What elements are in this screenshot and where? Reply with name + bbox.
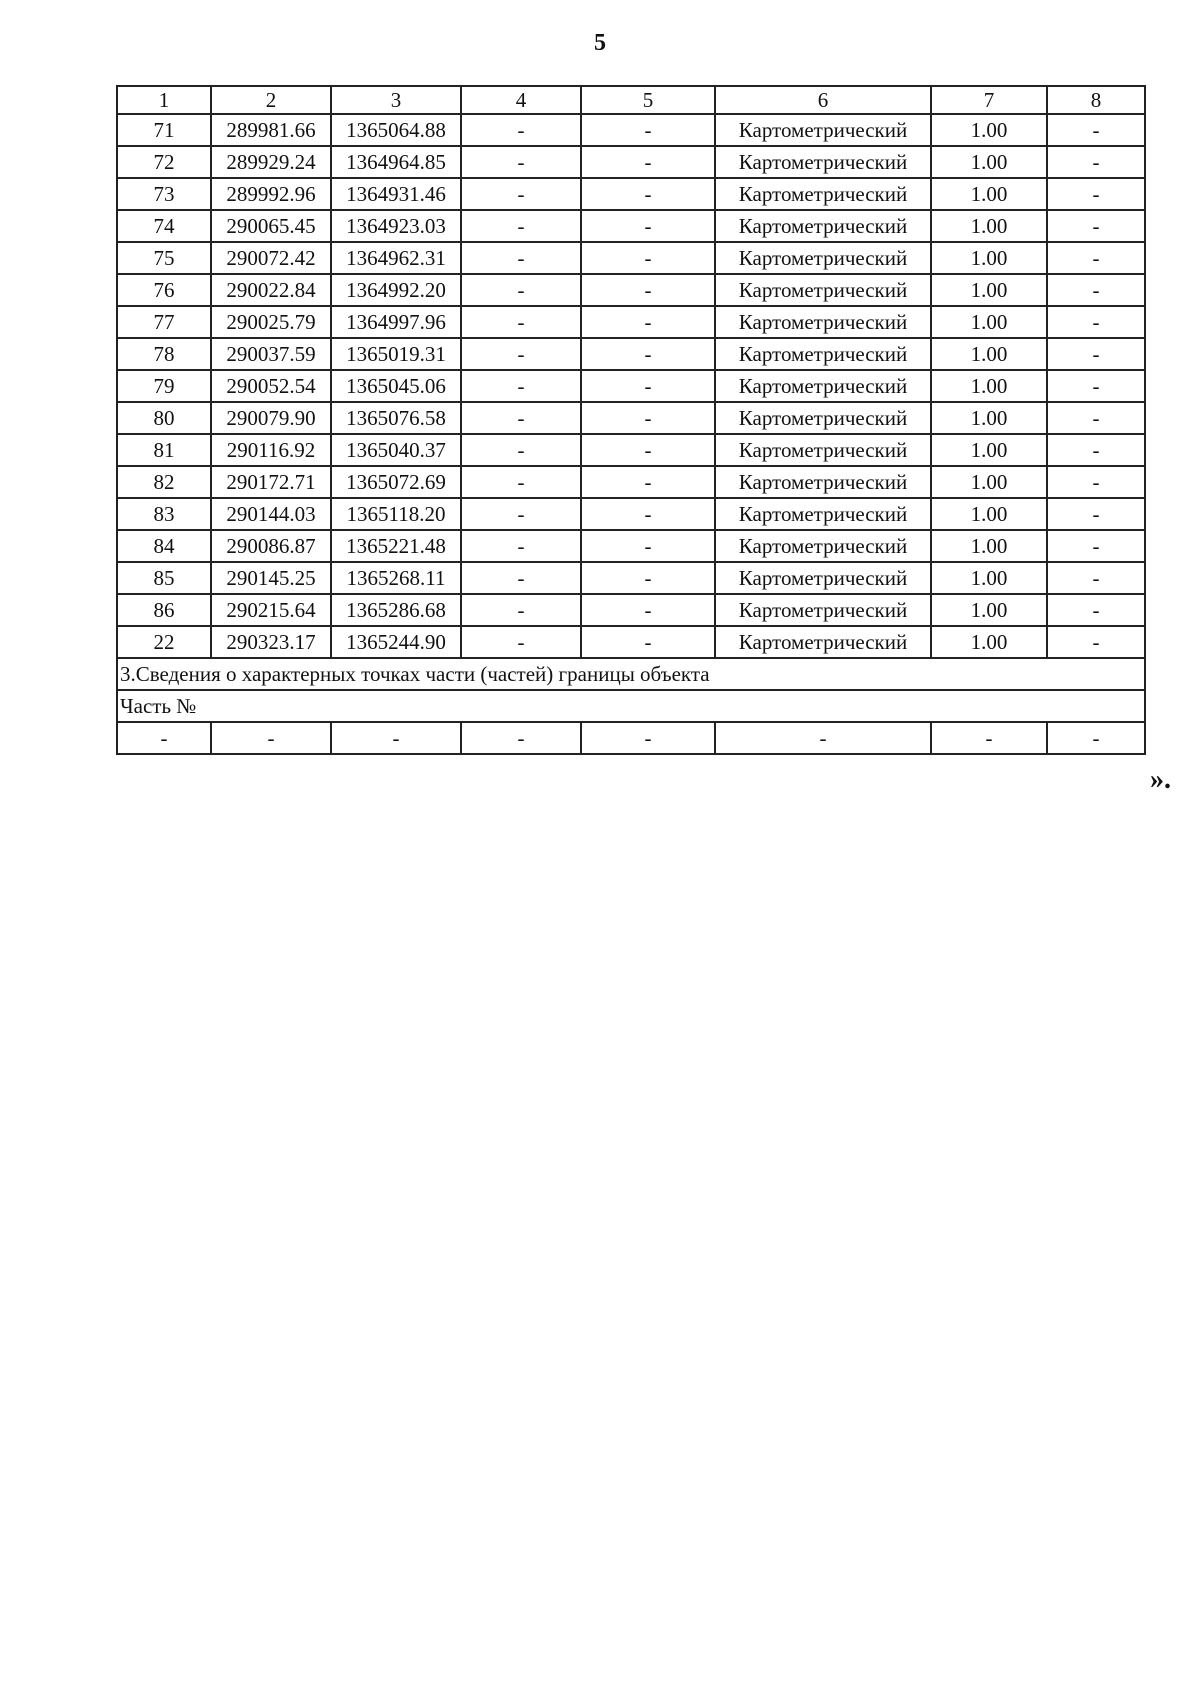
table-cell: 1.00 <box>931 114 1047 146</box>
table-row <box>117 274 1145 306</box>
table-cell: - <box>461 466 581 498</box>
part-label: Часть № <box>117 690 1145 722</box>
table-cell: 1.00 <box>931 370 1047 402</box>
table-cell: 81 <box>117 434 211 466</box>
table-cell: Картометрический <box>715 626 931 658</box>
table-cell: 290025.79 <box>211 306 331 338</box>
table-cell: 290086.87 <box>211 530 331 562</box>
table-cell: Картометрический <box>715 370 931 402</box>
table-cell: Картометрический <box>715 498 931 530</box>
table-row <box>117 370 1145 402</box>
table-cell: 78 <box>117 338 211 370</box>
table-cell: - <box>117 722 211 754</box>
table-cell: - <box>461 306 581 338</box>
section-title-row <box>117 658 1145 690</box>
table-row <box>117 114 1145 146</box>
table-cell: - <box>461 402 581 434</box>
table-cell: 85 <box>117 562 211 594</box>
table-cell: 1365064.88 <box>331 114 461 146</box>
table-cell: - <box>1047 210 1145 242</box>
table-cell: - <box>1047 338 1145 370</box>
table-cell: - <box>581 498 715 530</box>
table-cell: - <box>461 210 581 242</box>
table-cell: 1365045.06 <box>331 370 461 402</box>
table-cell: - <box>581 466 715 498</box>
table-cell: - <box>461 498 581 530</box>
table-cell: 290323.17 <box>211 626 331 658</box>
table-row <box>117 178 1145 210</box>
table-cell: 1.00 <box>931 274 1047 306</box>
table-cell: 290037.59 <box>211 338 331 370</box>
table-cell: - <box>211 722 331 754</box>
table-cell: - <box>1047 466 1145 498</box>
table-cell: 1364964.85 <box>331 146 461 178</box>
table-cell: 77 <box>117 306 211 338</box>
table-cell: Картометрический <box>715 338 931 370</box>
column-number-row <box>117 86 1145 114</box>
column-number: 7 <box>931 86 1047 114</box>
table-cell: - <box>581 594 715 626</box>
table-cell: 1365072.69 <box>331 466 461 498</box>
column-number: 1 <box>117 86 211 114</box>
table-cell: - <box>1047 530 1145 562</box>
empty-row <box>117 722 1145 754</box>
table-cell: 86 <box>117 594 211 626</box>
table-cell: - <box>581 242 715 274</box>
table-cell: Картометрический <box>715 594 931 626</box>
table-cell: 76 <box>117 274 211 306</box>
table-cell: - <box>1047 242 1145 274</box>
column-number: 6 <box>715 86 931 114</box>
table-cell: - <box>1047 146 1145 178</box>
table-cell: - <box>581 562 715 594</box>
table-cell: 1.00 <box>931 242 1047 274</box>
table-body <box>117 86 1145 754</box>
table-cell: 1.00 <box>931 466 1047 498</box>
table-cell: 290215.64 <box>211 594 331 626</box>
table-row <box>117 562 1145 594</box>
column-number: 5 <box>581 86 715 114</box>
table-cell: 290172.71 <box>211 466 331 498</box>
table-cell: - <box>715 722 931 754</box>
table-cell: 1364931.46 <box>331 178 461 210</box>
table-cell: - <box>581 306 715 338</box>
table-cell: 1.00 <box>931 594 1047 626</box>
section-title: 3.Сведения о характерных точках части (частей) границы объекта <box>117 658 1145 690</box>
table-cell: - <box>1047 722 1145 754</box>
table-cell: - <box>581 178 715 210</box>
table-cell: - <box>581 114 715 146</box>
table-row <box>117 146 1145 178</box>
table-cell: Картометрический <box>715 114 931 146</box>
table-cell: 1.00 <box>931 306 1047 338</box>
table-cell: 289929.24 <box>211 146 331 178</box>
table-cell: 84 <box>117 530 211 562</box>
table-cell: - <box>461 530 581 562</box>
table-cell: 290144.03 <box>211 498 331 530</box>
table-cell: Картометрический <box>715 146 931 178</box>
table-cell: 22 <box>117 626 211 658</box>
table-cell: - <box>461 274 581 306</box>
table-cell: 1.00 <box>931 498 1047 530</box>
table-cell: 1.00 <box>931 402 1047 434</box>
table-cell: - <box>1047 274 1145 306</box>
table-cell: - <box>581 370 715 402</box>
table-cell: Картометрический <box>715 402 931 434</box>
table-row <box>117 434 1145 466</box>
table-cell: 290065.45 <box>211 210 331 242</box>
table-cell: 1.00 <box>931 434 1047 466</box>
table-cell: - <box>1047 594 1145 626</box>
table-cell: 1.00 <box>931 626 1047 658</box>
table-cell: - <box>461 242 581 274</box>
table-cell: 290079.90 <box>211 402 331 434</box>
table-cell: Картометрический <box>715 562 931 594</box>
table-cell: - <box>581 274 715 306</box>
table-cell: - <box>1047 498 1145 530</box>
table-cell: Картометрический <box>715 530 931 562</box>
table-cell: - <box>461 434 581 466</box>
table-cell: - <box>331 722 461 754</box>
table-cell: 1.00 <box>931 338 1047 370</box>
table-cell: 290052.54 <box>211 370 331 402</box>
table-row <box>117 402 1145 434</box>
table-cell: 1364962.31 <box>331 242 461 274</box>
table-cell: - <box>461 562 581 594</box>
table-cell: 1365076.58 <box>331 402 461 434</box>
coordinates-table <box>116 85 1146 755</box>
table-cell: - <box>1047 626 1145 658</box>
table-cell: 289992.96 <box>211 178 331 210</box>
table-cell: 1365040.37 <box>331 434 461 466</box>
table-cell: 72 <box>117 146 211 178</box>
table-cell: - <box>461 370 581 402</box>
table-cell: Картометрический <box>715 434 931 466</box>
column-number: 4 <box>461 86 581 114</box>
column-number: 2 <box>211 86 331 114</box>
table-cell: 290145.25 <box>211 562 331 594</box>
table-cell: 73 <box>117 178 211 210</box>
table-cell: - <box>581 146 715 178</box>
table-cell: - <box>461 178 581 210</box>
table-cell: Картометрический <box>715 242 931 274</box>
table-cell: 289981.66 <box>211 114 331 146</box>
table-cell: 1365244.90 <box>331 626 461 658</box>
table-cell: - <box>581 402 715 434</box>
table-cell: - <box>581 338 715 370</box>
table-row <box>117 498 1145 530</box>
table-cell: 1.00 <box>931 210 1047 242</box>
table-cell: 1365268.11 <box>331 562 461 594</box>
table-cell: Картометрический <box>715 306 931 338</box>
table-cell: - <box>461 146 581 178</box>
table-cell: - <box>581 210 715 242</box>
table-cell: 290022.84 <box>211 274 331 306</box>
table-cell: - <box>931 722 1047 754</box>
table-cell: Картометрический <box>715 210 931 242</box>
table-cell: - <box>461 338 581 370</box>
table-row <box>117 594 1145 626</box>
table-cell: 1364992.20 <box>331 274 461 306</box>
table-cell: - <box>1047 114 1145 146</box>
table-cell: - <box>461 594 581 626</box>
table-row <box>117 626 1145 658</box>
closing-quote-mark: ». <box>1150 764 1171 795</box>
table-cell: - <box>581 434 715 466</box>
table-cell: - <box>581 722 715 754</box>
column-number: 8 <box>1047 86 1145 114</box>
table-cell: - <box>1047 178 1145 210</box>
table-cell: 83 <box>117 498 211 530</box>
table-cell: 75 <box>117 242 211 274</box>
table-cell: 71 <box>117 114 211 146</box>
table-cell: 1364923.03 <box>331 210 461 242</box>
table-cell: - <box>461 626 581 658</box>
part-label-row <box>117 690 1145 722</box>
table-cell: - <box>1047 562 1145 594</box>
table-cell: Картометрический <box>715 274 931 306</box>
table-cell: 74 <box>117 210 211 242</box>
table-cell: 79 <box>117 370 211 402</box>
table-row <box>117 530 1145 562</box>
table-cell: 1.00 <box>931 178 1047 210</box>
table-cell: 1.00 <box>931 146 1047 178</box>
table-row <box>117 306 1145 338</box>
table-cell: 1.00 <box>931 562 1047 594</box>
table-cell: 1365118.20 <box>331 498 461 530</box>
table-cell: Картометрический <box>715 178 931 210</box>
table-cell: 1364997.96 <box>331 306 461 338</box>
table-row <box>117 242 1145 274</box>
table-row <box>117 210 1145 242</box>
table-cell: - <box>1047 434 1145 466</box>
column-number: 3 <box>331 86 461 114</box>
table-cell: Картометрический <box>715 466 931 498</box>
page-number: 5 <box>594 30 606 56</box>
table-cell: - <box>1047 306 1145 338</box>
table-cell: - <box>461 722 581 754</box>
table-row <box>117 338 1145 370</box>
table-cell: 1365019.31 <box>331 338 461 370</box>
table-row <box>117 466 1145 498</box>
table-cell: 1365221.48 <box>331 530 461 562</box>
table-cell: 290116.92 <box>211 434 331 466</box>
table-cell: - <box>581 530 715 562</box>
table-cell: 82 <box>117 466 211 498</box>
table-cell: 80 <box>117 402 211 434</box>
table-cell: - <box>1047 402 1145 434</box>
table-cell: 1.00 <box>931 530 1047 562</box>
table-cell: - <box>1047 370 1145 402</box>
table-cell: 290072.42 <box>211 242 331 274</box>
table-cell: - <box>461 114 581 146</box>
table-cell: 1365286.68 <box>331 594 461 626</box>
table-cell: - <box>581 626 715 658</box>
